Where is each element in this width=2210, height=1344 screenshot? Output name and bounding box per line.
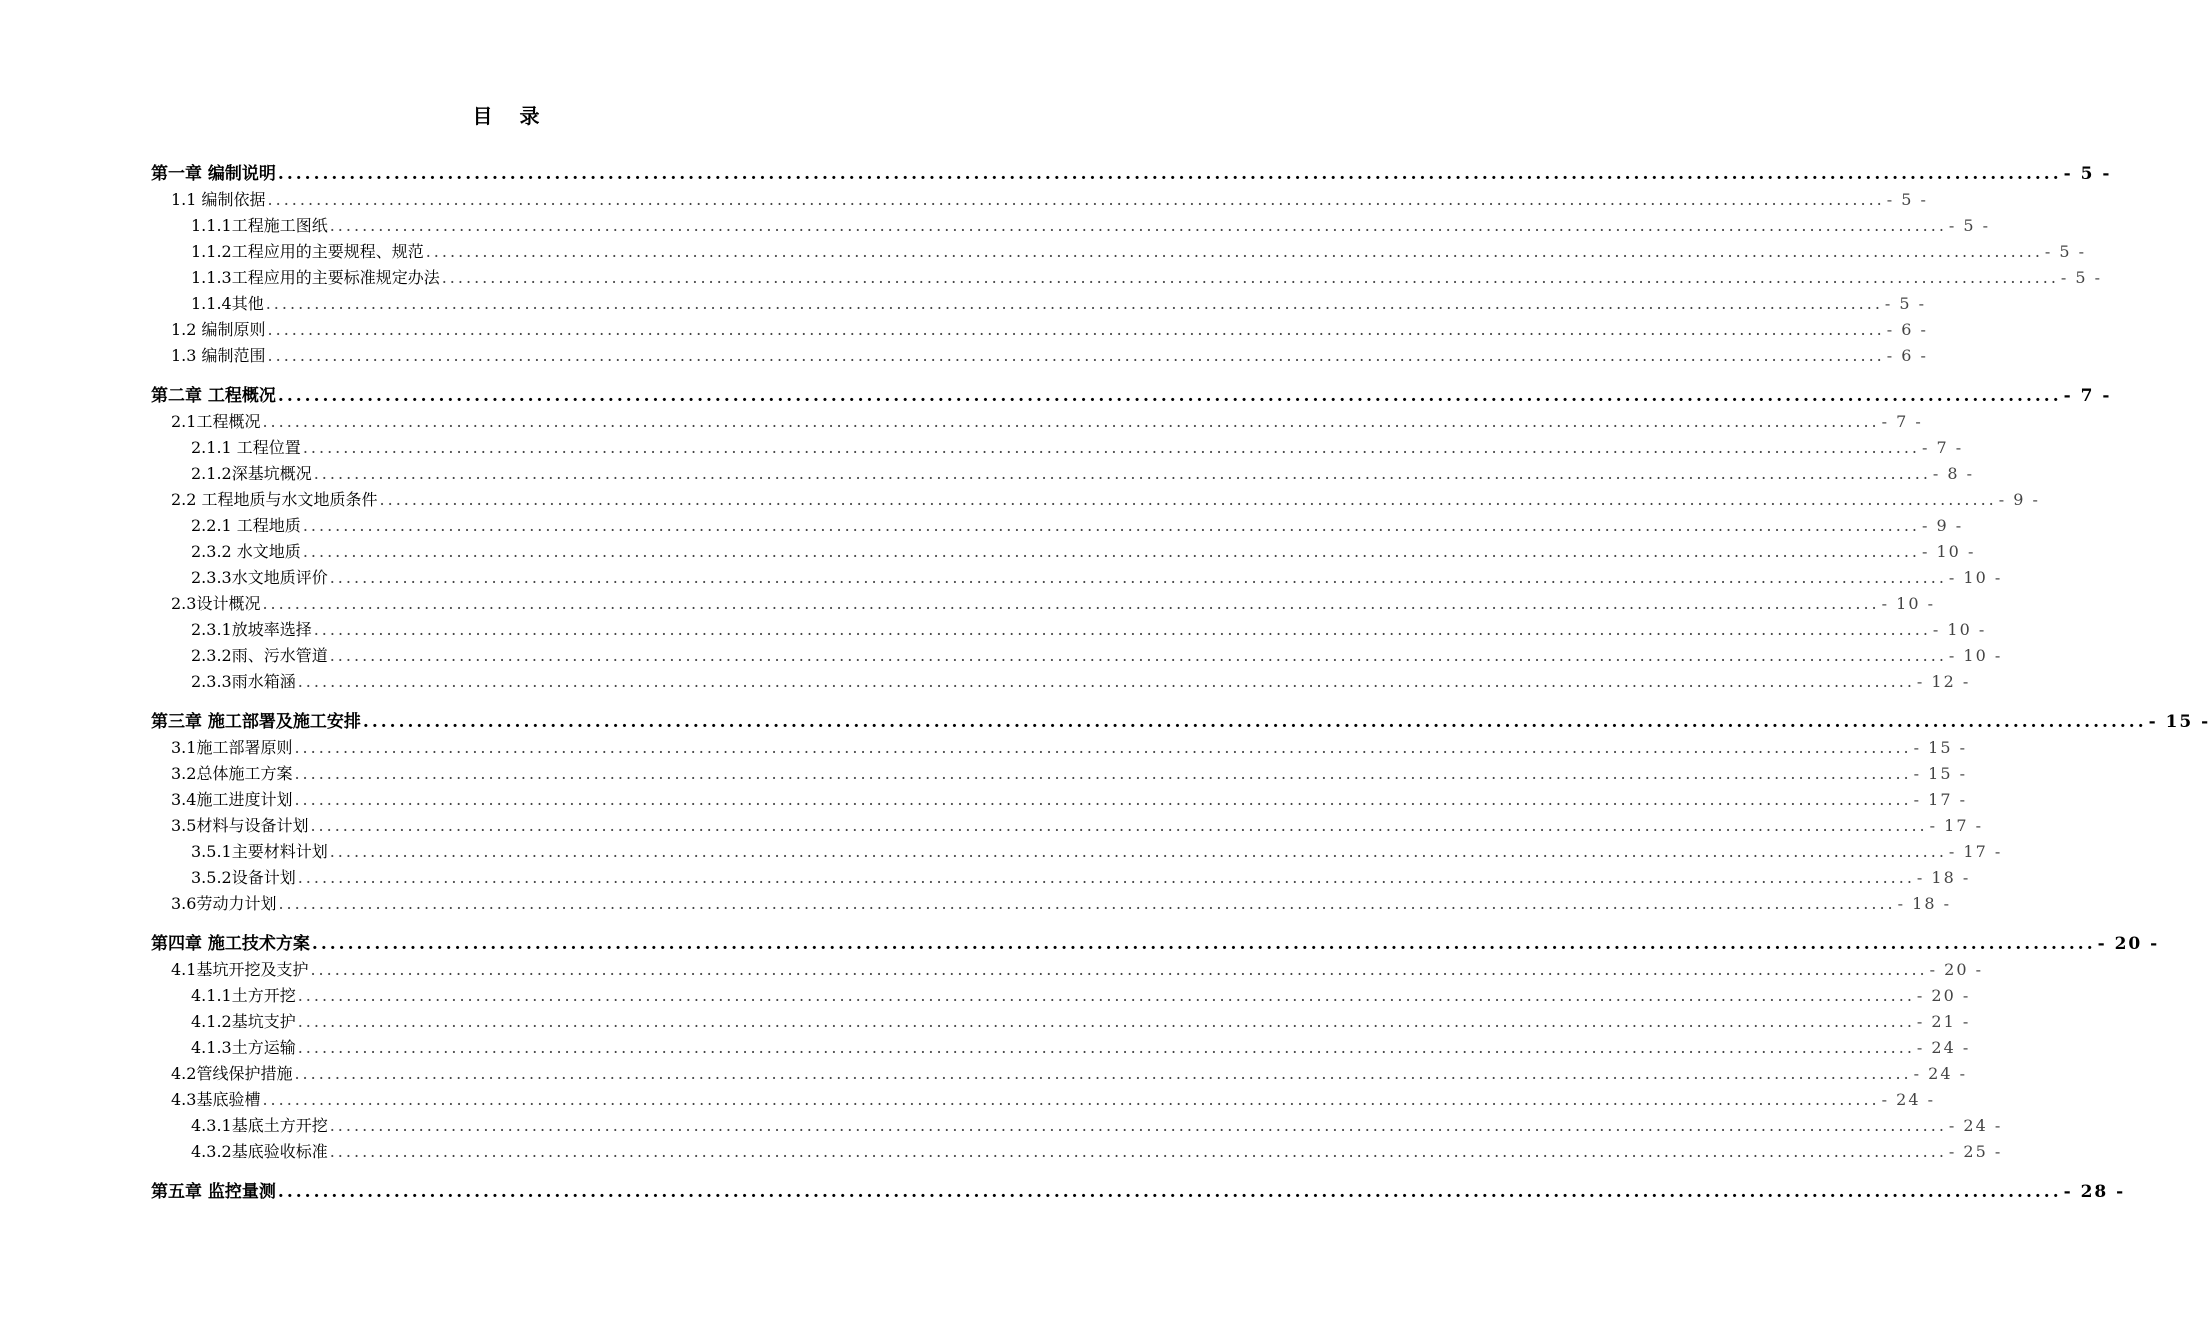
toc-leader-dots: ........................................................................................................................................................................................................ (297, 1038, 1915, 1057)
toc-section-entry[interactable] (151, 1058, 1967, 1084)
toc-section-entry[interactable] (151, 1084, 1935, 1110)
toc-section-entry[interactable] (151, 406, 1923, 432)
toc-entry-label: 3.6劳动力计划 (171, 894, 277, 913)
toc-section-entry[interactable] (151, 458, 1975, 484)
toc-entry-page-number: - 7 - (1881, 412, 1923, 431)
toc-leader-dots: ........................................................................................................................................................................................................ (379, 490, 1997, 509)
toc-entry-label: 1.1.2工程应用的主要规程、规范 (191, 242, 424, 261)
toc-chapter-entry[interactable] (151, 914, 2160, 954)
toc-chapter-entry[interactable] (151, 692, 2210, 732)
toc-leader-dots: ........................................................................................................................................................................................................ (329, 842, 1947, 861)
toc-section-entry[interactable] (151, 836, 2003, 862)
toc-section-entry[interactable] (151, 536, 1976, 562)
toc-section-entry[interactable] (151, 784, 1967, 810)
toc-entry-page-number: - 6 - (1886, 346, 1928, 365)
toc-leader-dots: ........................................................................................................................................................................................................ (267, 190, 1885, 209)
toc-section-entry[interactable] (151, 1136, 2003, 1162)
toc-leader-dots: ........................................................................................................................................................................................................ (310, 960, 1928, 979)
toc-leader-dots: ........................................................................................................................................................................................................ (302, 516, 1920, 535)
toc-entry-label: 1.1.4其他 (191, 294, 264, 313)
toc-entry-page-number: - 5 - (1948, 216, 1991, 235)
toc-entry-label: 1.2 编制原则 (171, 320, 266, 339)
toc-section-entry[interactable] (151, 758, 1967, 784)
toc-section-entry[interactable] (151, 314, 1928, 340)
toc-section-entry[interactable] (151, 862, 1971, 888)
toc-section-entry[interactable] (151, 340, 1928, 366)
toc-section-entry[interactable] (151, 588, 1935, 614)
toc-section-entry[interactable] (151, 954, 1983, 980)
toc-section-entry[interactable] (151, 262, 2103, 288)
toc-leader-dots: ........................................................................................................................................................................................................ (278, 894, 1896, 913)
toc-entry-label: 4.3基底验槽 (171, 1090, 261, 1109)
toc-entry-label: 第二章 工程概况 (151, 386, 276, 406)
toc-entry-page-number: - 9 - (1998, 490, 2040, 509)
toc-entry-page-number: - 10 - (1922, 542, 1976, 561)
toc-leader-dots: ........................................................................................................................................................................................................ (297, 986, 1915, 1005)
toc-leader-dots: ........................................................................................................................................................................................................ (302, 542, 1920, 561)
toc-entry-label: 4.2管线保护措施 (171, 1064, 293, 1083)
toc-entry-page-number: - 7 - (2063, 386, 2112, 406)
toc-leader-dots: ........................................................................................................................................................................................................ (294, 790, 1912, 809)
toc-section-entry[interactable] (151, 980, 1971, 1006)
toc-entry-page-number: - 10 - (1948, 568, 2003, 587)
toc-entry-page-number: - 28 - (2063, 1182, 2126, 1202)
toc-entry-label: 2.1.2深基坑概况 (191, 464, 312, 483)
toc-entry-page-number: - 21 - (1916, 1012, 1971, 1031)
toc-section-entry[interactable] (151, 210, 1991, 236)
toc-entry-label: 1.3 编制范围 (171, 346, 266, 365)
toc-entry-label: 2.3设计概况 (171, 594, 261, 613)
toc-entry-label: 2.3.2 水文地质 (191, 542, 301, 561)
toc-entry-label: 第一章 编制说明 (151, 164, 276, 184)
toc-entry-label: 2.3.2雨、污水管道 (191, 646, 328, 665)
toc-section-entry[interactable] (151, 666, 1971, 692)
toc-entry-page-number: - 20 - (1929, 960, 1983, 979)
toc-entry-label: 2.1工程概况 (171, 412, 261, 431)
toc-entry-label: 4.1.3土方运输 (191, 1038, 296, 1057)
toc-leader-dots: ........................................................................................................................................................................................................ (277, 1182, 2062, 1202)
toc-leader-dots: ........................................................................................................................................................................................................ (329, 568, 1947, 587)
toc-section-entry[interactable] (151, 810, 1983, 836)
toc-leader-dots: ........................................................................................................................................................................................................ (311, 934, 2096, 954)
toc-entry-page-number: - 6 - (1886, 320, 1928, 339)
toc-leader-dots: ........................................................................................................................................................................................................ (277, 164, 2062, 184)
toc-entry-page-number: - 10 - (1881, 594, 1935, 613)
toc-leader-dots: ........................................................................................................................................................................................................ (262, 412, 1880, 431)
toc-leader-dots: ........................................................................................................................................................................................................ (329, 646, 1947, 665)
toc-entry-page-number: - 5 - (2044, 242, 2087, 261)
toc-entry-label: 1.1.1工程施工图纸 (191, 216, 328, 235)
toc-section-entry[interactable] (151, 484, 2040, 510)
toc-leader-dots: ........................................................................................................................................................................................................ (313, 464, 1931, 483)
toc-entry-page-number: - 24 - (1948, 1116, 2003, 1135)
toc-section-entry[interactable] (151, 1006, 1971, 1032)
toc-leader-dots: ........................................................................................................................................................................................................ (294, 738, 1912, 757)
toc-leader-dots: ........................................................................................................................................................................................................ (302, 438, 1920, 457)
toc-leader-dots: ........................................................................................................................................................................................................ (277, 386, 2062, 406)
toc-leader-dots: ........................................................................................................................................................................................................ (267, 320, 1885, 339)
toc-entry-label: 3.4施工进度计划 (171, 790, 293, 809)
toc-entry-page-number: - 24 - (1881, 1090, 1935, 1109)
toc-entry-page-number: - 8 - (1932, 464, 1975, 483)
toc-entry-label: 4.3.1基底土方开挖 (191, 1116, 328, 1135)
toc-entry-page-number: - 10 - (1948, 646, 2003, 665)
toc-entry-page-number: - 20 - (1916, 986, 1971, 1005)
toc-section-entry[interactable] (151, 640, 2003, 666)
toc-entry-label: 3.1施工部署原则 (171, 738, 293, 757)
toc-entry-page-number: - 12 - (1916, 672, 1971, 691)
toc-section-entry[interactable] (151, 1032, 1971, 1058)
toc-entry-label: 第三章 施工部署及施工安排 (151, 712, 361, 732)
toc-entry-page-number: - 15 - (1913, 764, 1967, 783)
toc-leader-dots: ........................................................................................................................................................................................................ (362, 712, 2147, 732)
toc-entry-page-number: - 9 - (1922, 516, 1964, 535)
toc-leader-dots: ........................................................................................................................................................................................................ (297, 868, 1915, 887)
toc-entry-page-number: - 5 - (1884, 294, 1927, 313)
toc-entry-page-number: - 17 - (1929, 816, 1983, 835)
toc-entry-page-number: - 5 - (1886, 190, 1928, 209)
toc-leader-dots: ........................................................................................................................................................................................................ (297, 672, 1915, 691)
toc-leader-dots: ........................................................................................................................................................................................................ (310, 816, 1928, 835)
toc-chapter-entry[interactable] (151, 366, 2112, 406)
toc-entry-label: 3.5材料与设备计划 (171, 816, 309, 835)
toc-leader-dots: ........................................................................................................................................................................................................ (329, 216, 1947, 235)
toc-leader-dots: ........................................................................................................................................................................................................ (425, 242, 2043, 261)
toc-entry-page-number: - 5 - (2063, 164, 2112, 184)
toc-entry-page-number: - 10 - (1932, 620, 1987, 639)
toc-entry-page-number: - 18 - (1916, 868, 1971, 887)
toc-leader-dots: ........................................................................................................................................................................................................ (313, 620, 1931, 639)
toc-section-entry[interactable] (151, 510, 1964, 536)
table-of-contents (151, 148, 2210, 1202)
toc-entry-label: 2.1.1 工程位置 (191, 438, 301, 457)
toc-entry-page-number: - 24 - (1916, 1038, 1971, 1057)
toc-entry-label: 3.5.2设备计划 (191, 868, 296, 887)
toc-entry-page-number: - 7 - (1922, 438, 1964, 457)
toc-leader-dots: ........................................................................................................................................................................................................ (262, 1090, 1880, 1109)
toc-entry-label: 2.3.1放坡率选择 (191, 620, 312, 639)
toc-entry-label: 第四章 施工技术方案 (151, 934, 310, 954)
toc-entry-page-number: - 5 - (2060, 268, 2103, 287)
toc-leader-dots: ........................................................................................................................................................................................................ (265, 294, 1883, 313)
toc-chapter-entry[interactable] (151, 148, 2112, 184)
toc-section-entry[interactable] (151, 432, 1964, 458)
toc-section-entry[interactable] (151, 184, 1928, 210)
toc-section-entry[interactable] (151, 888, 1951, 914)
toc-entry-label: 4.1.2基坑支护 (191, 1012, 296, 1031)
toc-section-entry[interactable] (151, 614, 1987, 640)
toc-section-entry[interactable] (151, 236, 2087, 262)
toc-entry-page-number: - 20 - (2097, 934, 2160, 954)
toc-entry-label: 2.2.1 工程地质 (191, 516, 301, 535)
toc-leader-dots: ........................................................................................................................................................................................................ (294, 1064, 1912, 1083)
page-title: 目 录 (472, 104, 550, 128)
toc-entry-label: 3.5.1主要材料计划 (191, 842, 328, 861)
toc-entry-label: 2.3.3水文地质评价 (191, 568, 328, 587)
toc-entry-label: 3.2总体施工方案 (171, 764, 293, 783)
toc-entry-page-number: - 17 - (1948, 842, 2003, 861)
toc-leader-dots: ........................................................................................................................................................................................................ (329, 1142, 1947, 1161)
toc-entry-page-number: - 17 - (1913, 790, 1967, 809)
toc-entry-page-number: - 15 - (1913, 738, 1967, 757)
toc-leader-dots: ........................................................................................................................................................................................................ (297, 1012, 1915, 1031)
toc-entry-label: 1.1 编制依据 (171, 190, 266, 209)
toc-entry-page-number: - 15 - (2148, 712, 2210, 732)
toc-entry-page-number: - 25 - (1948, 1142, 2003, 1161)
toc-leader-dots: ........................................................................................................................................................................................................ (329, 1116, 1947, 1135)
toc-section-entry[interactable] (151, 562, 2003, 588)
toc-chapter-entry[interactable] (151, 1162, 2126, 1202)
toc-entry-page-number: - 18 - (1897, 894, 1951, 913)
toc-section-entry[interactable] (151, 288, 1927, 314)
toc-entry-label: 1.1.3工程应用的主要标准规定办法 (191, 268, 440, 287)
toc-entry-label: 4.1.1土方开挖 (191, 986, 296, 1005)
toc-leader-dots: ........................................................................................................................................................................................................ (262, 594, 1880, 613)
toc-entry-label: 2.3.3雨水箱涵 (191, 672, 296, 691)
toc-entry-label: 2.2 工程地质与水文地质条件 (171, 490, 378, 509)
toc-entry-page-number: - 24 - (1913, 1064, 1967, 1083)
toc-section-entry[interactable] (151, 1110, 2003, 1136)
toc-leader-dots: ........................................................................................................................................................................................................ (267, 346, 1885, 365)
toc-entry-label: 4.1基坑开挖及支护 (171, 960, 309, 979)
toc-section-entry[interactable] (151, 732, 1967, 758)
toc-leader-dots: ........................................................................................................................................................................................................ (441, 268, 2059, 287)
toc-entry-label: 第五章 监控量测 (151, 1182, 276, 1202)
toc-entry-label: 4.3.2基底验收标准 (191, 1142, 328, 1161)
toc-leader-dots: ........................................................................................................................................................................................................ (294, 764, 1912, 783)
